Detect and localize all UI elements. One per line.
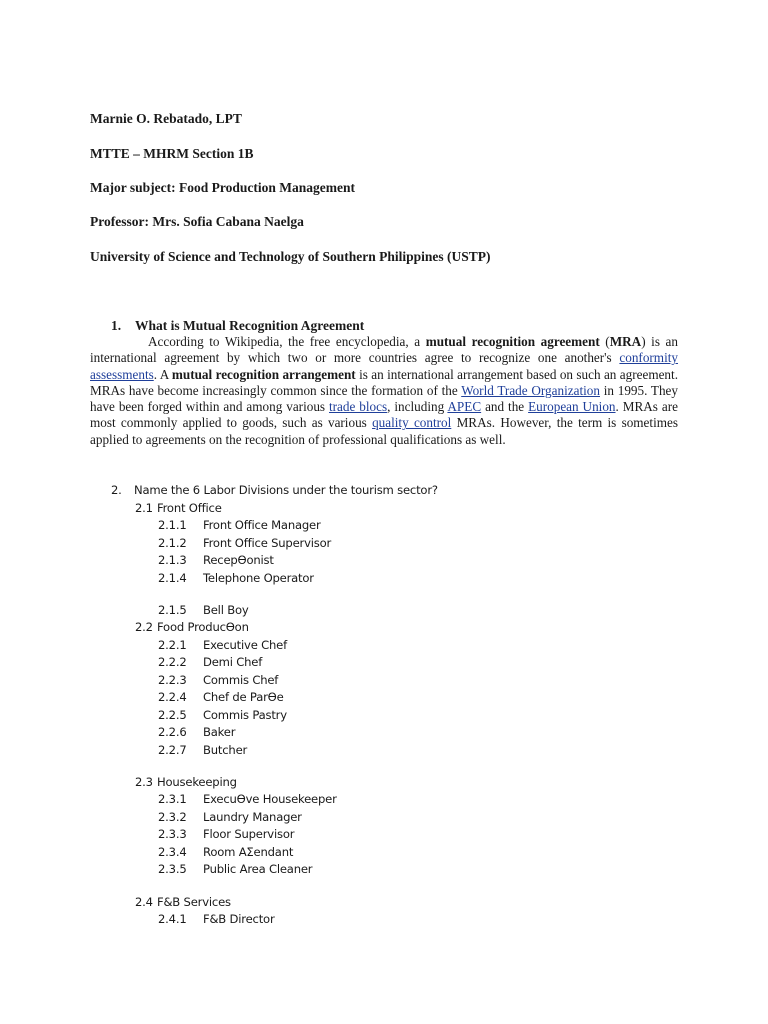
list-item xyxy=(158,708,287,722)
answer-text: in 1995. They have been forged within and among various xyxy=(90,382,679,415)
section-heading xyxy=(135,895,231,909)
item-number: 2.3.1 xyxy=(158,792,187,806)
section-number: 2.1 xyxy=(135,501,153,515)
list-item xyxy=(158,638,287,652)
item-number: 2.2.7 xyxy=(158,743,187,757)
link-european-union[interactable]: European Union xyxy=(528,399,616,415)
list-item xyxy=(158,690,284,704)
answer-text: ( xyxy=(599,334,610,349)
item-number: 2.3.2 xyxy=(158,810,187,824)
term-mra-abbrev: MRA xyxy=(609,334,642,349)
section-title: F&B Services xyxy=(157,895,231,909)
item-label: Telephone Operator xyxy=(203,571,314,585)
item-label: Front Office Supervisor xyxy=(203,536,332,550)
answer-text: , including xyxy=(387,399,448,415)
section-heading xyxy=(135,620,249,634)
link-apec[interactable]: APEC xyxy=(447,399,482,415)
link-quality-control[interactable]: quality control xyxy=(372,415,452,431)
section-title: Food ProducƟon xyxy=(157,620,249,634)
link-conformity-assessments[interactable]: conformity assessments xyxy=(90,350,678,382)
answer-text: . MRAs are most commonly applied to goods, such as various xyxy=(90,399,678,431)
list-item xyxy=(158,553,274,567)
answer-text: is an international arrangement based on such an agreement. MRAs have become increasingly common since the formation of the xyxy=(90,366,678,398)
item-label: Bell Boy xyxy=(203,603,249,617)
item-label: Chef de ParƟe xyxy=(203,690,284,704)
list-item xyxy=(158,673,278,687)
link-trade-blocs[interactable]: trade blocs xyxy=(329,399,388,415)
term-mutual-recognition-arrangement: mutual recognition arrangement xyxy=(171,366,356,382)
section-heading xyxy=(135,501,222,515)
list-item xyxy=(158,827,294,841)
list-item xyxy=(158,845,293,859)
answer-text: According to Wikipedia, the free encyclopedia, a xyxy=(148,334,426,349)
item-label: Executive Chef xyxy=(203,638,287,652)
item-number: 2.1.4 xyxy=(158,571,187,585)
item-label: Baker xyxy=(203,725,236,739)
item-number: 2.2.5 xyxy=(158,708,187,722)
professor-name: Professor: Mrs. Sofia Cabana Naelga xyxy=(90,214,304,229)
item-number: 2.2.6 xyxy=(158,725,187,739)
section-number: 2.3 xyxy=(135,775,153,789)
item-label: Floor Supervisor xyxy=(203,827,295,841)
list-item xyxy=(158,518,321,532)
list-item xyxy=(158,810,302,824)
item-number: 2.1.1 xyxy=(158,518,187,532)
item-number: 2.2.4 xyxy=(158,690,187,704)
answer-text: . A xyxy=(153,366,172,382)
item-label: Commis Chef xyxy=(203,673,279,687)
list-item xyxy=(158,655,262,669)
author-name: Marnie O. Rebatado, LPT xyxy=(90,111,242,126)
item-number: 2.1.3 xyxy=(158,553,187,567)
item-number: 2.2.3 xyxy=(158,673,187,687)
answer-text: and the xyxy=(481,399,529,415)
item-number: 2.2.1 xyxy=(158,638,187,652)
item-number: 2.4.1 xyxy=(158,912,187,926)
item-label: Laundry Manager xyxy=(203,810,302,824)
item-label: Demi Chef xyxy=(203,655,263,669)
list-item xyxy=(158,536,331,550)
list-item xyxy=(158,743,247,757)
question-2-title: Name the 6 Labor Divisions under the tourism sector? xyxy=(134,483,438,497)
item-label: Front Office Manager xyxy=(203,518,321,532)
item-number: 2.2.2 xyxy=(158,655,187,669)
item-number: 2.3.4 xyxy=(158,845,187,859)
item-label: Commis Pastry xyxy=(203,708,287,722)
item-label: ExecuƟve Housekeeper xyxy=(203,792,337,806)
item-number: 2.3.3 xyxy=(158,827,187,841)
item-label: RecepƟonist xyxy=(203,553,274,567)
list-item xyxy=(158,571,314,585)
university-name: University of Science and Technology of Southern Philippines (USTP) xyxy=(90,249,491,264)
section-heading xyxy=(135,775,237,789)
major-subject: Major subject: Food Production Management xyxy=(90,180,355,195)
answer-text: ) is an international agreement by which two or more countries agree to recognize one another's xyxy=(90,334,678,366)
list-item xyxy=(158,792,337,806)
question-1-heading xyxy=(111,318,364,334)
answer-text: MRAs. However, the term is sometimes applied to agreements on the recognition of professional qualifications as well. xyxy=(90,415,678,447)
course-section: MTTE – MHRM Section 1B xyxy=(90,146,254,161)
link-world-trade-organization[interactable]: World Trade Organization xyxy=(461,382,600,398)
item-label: F&B Director xyxy=(203,912,275,926)
section-title: Housekeeping xyxy=(157,775,237,789)
item-label: Butcher xyxy=(203,743,248,757)
list-item xyxy=(158,603,249,617)
list-item xyxy=(158,862,312,876)
item-number: 2.3.5 xyxy=(158,862,187,876)
term-mra: mutual recognition agreement xyxy=(425,334,600,349)
question-1-number: 1. xyxy=(111,318,122,333)
section-number: 2.4 xyxy=(135,895,153,909)
section-number: 2.2 xyxy=(135,620,153,634)
question-1-title: What is Mutual Recognition Agreement xyxy=(135,318,365,333)
question-2-heading xyxy=(111,483,438,497)
question-1-answer xyxy=(90,334,678,448)
item-number: 2.1.5 xyxy=(158,603,187,617)
item-label: Public Area Cleaner xyxy=(203,862,313,876)
list-item xyxy=(158,912,275,926)
list-item xyxy=(158,725,235,739)
section-title: Front Office xyxy=(157,501,222,515)
item-number: 2.1.2 xyxy=(158,536,187,550)
question-2-number: 2. xyxy=(111,483,122,497)
item-label: Room AƩendant xyxy=(203,845,294,859)
